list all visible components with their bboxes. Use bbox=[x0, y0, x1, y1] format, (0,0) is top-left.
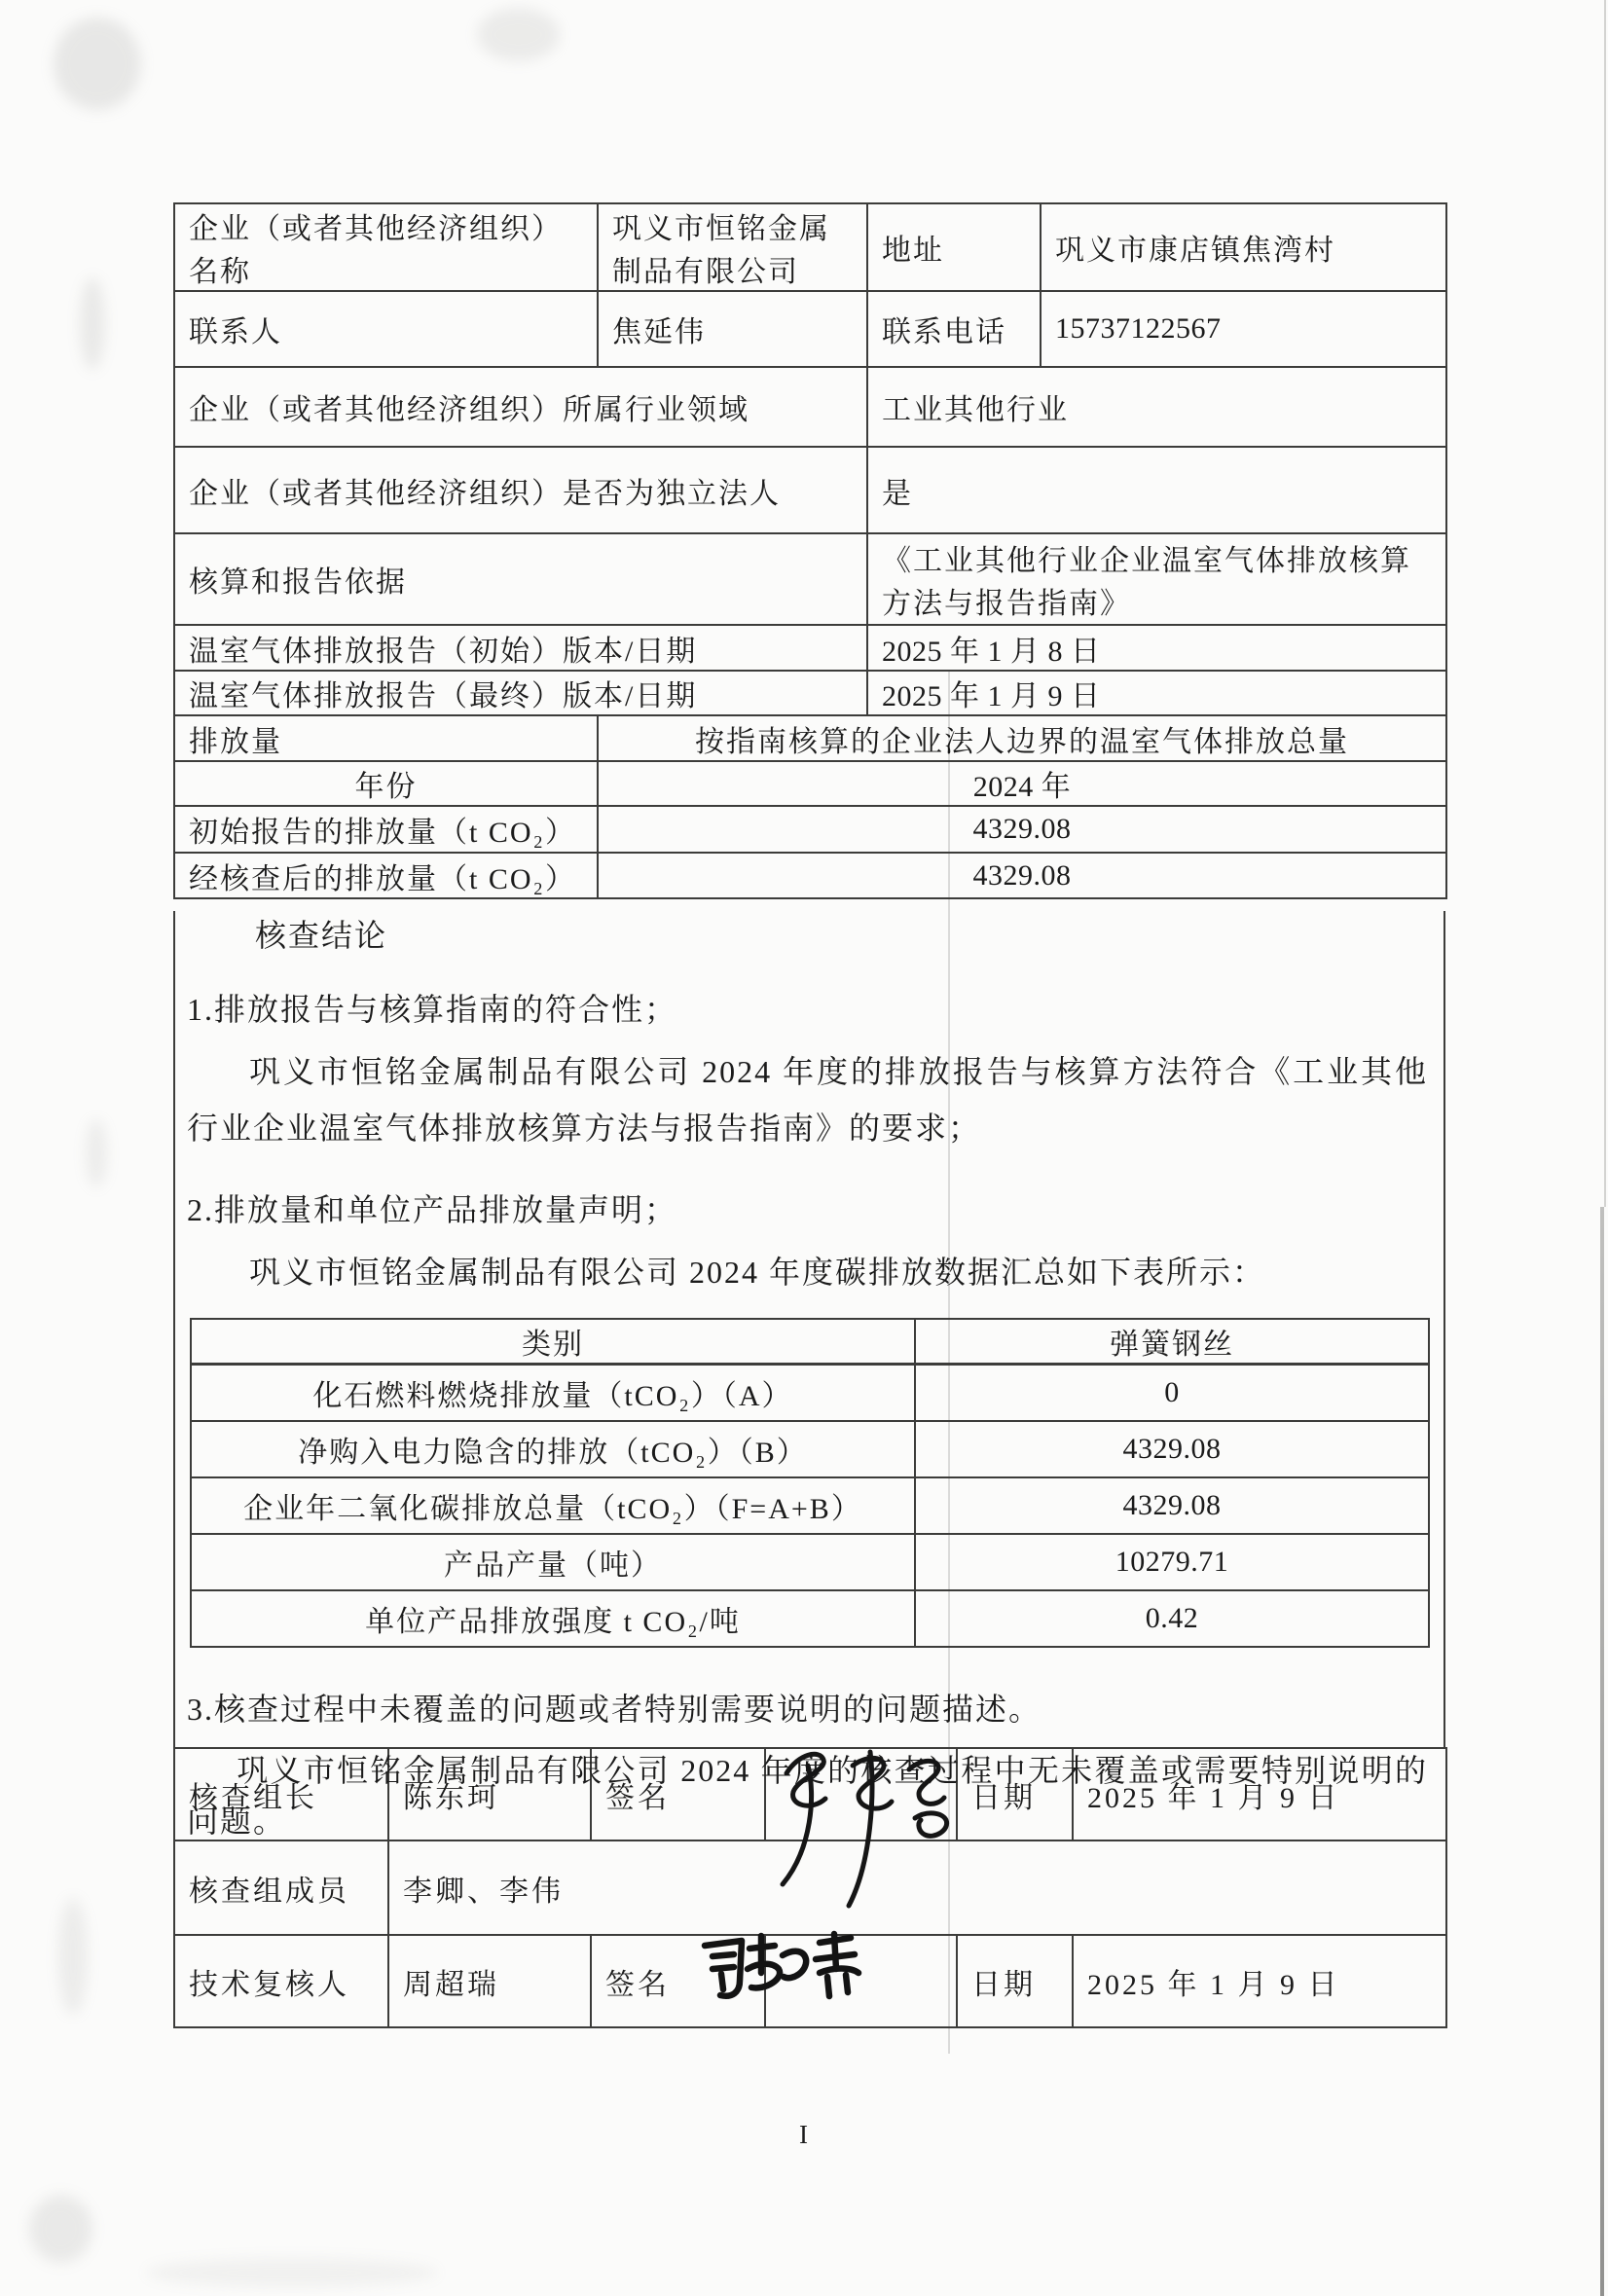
table-row bbox=[191, 1421, 1429, 1477]
address-value: 巩义市康店镇焦湾村 bbox=[1041, 203, 1446, 291]
signature-label: 签名 bbox=[591, 1748, 765, 1840]
date-label: 日期 bbox=[957, 1935, 1073, 2027]
product-output-label: 产品产量（吨） bbox=[191, 1534, 915, 1590]
fossil-fuel-emission-label: 化石燃料燃烧排放量（tCO₂）（A） bbox=[191, 1365, 915, 1422]
conclusion-item-1: 1.排放报告与核算指南的符合性； bbox=[187, 992, 678, 1027]
conclusion-heading: 核查结论 bbox=[255, 918, 388, 953]
scan-edge-shadow bbox=[1604, 0, 1606, 1207]
phone-label: 联系电话 bbox=[867, 291, 1041, 367]
legal-entity-label: 企业（或者其他经济组织）是否为独立法人 bbox=[174, 447, 867, 533]
company-info-table bbox=[173, 202, 1447, 899]
contact-person-value: 焦延伟 bbox=[598, 291, 867, 367]
table-row bbox=[174, 533, 1446, 625]
emission-boundary-header: 按指南核算的企业法人边界的温室气体排放总量 bbox=[598, 715, 1446, 761]
scan-smudge bbox=[29, 2195, 92, 2263]
technical-reviewer-name: 周超瑞 bbox=[388, 1935, 591, 2027]
table-row bbox=[191, 1365, 1429, 1422]
company-name-value: 巩义市恒铭金属制品有限公司 bbox=[598, 203, 867, 291]
scan-smudge bbox=[146, 2258, 438, 2287]
scan-smudge bbox=[86, 1119, 107, 1187]
verified-emission-value: 4329.08 bbox=[598, 853, 1446, 898]
team-leader-name: 陈东珂 bbox=[388, 1748, 591, 1840]
electricity-emission-label: 净购入电力隐含的排放（tCO₂）（B） bbox=[191, 1421, 915, 1477]
initial-emission-value: 4329.08 bbox=[598, 806, 1446, 853]
accounting-basis-label: 核算和报告依据 bbox=[174, 533, 867, 625]
final-report-date: 2025 年 1 月 9 日 bbox=[867, 671, 1446, 715]
contact-person-label: 联系人 bbox=[174, 291, 598, 367]
table-row bbox=[174, 1840, 1446, 1935]
electricity-emission-value: 4329.08 bbox=[915, 1421, 1429, 1477]
conclusion-item-2: 2.排放量和单位产品排放量声明； bbox=[187, 1192, 678, 1227]
table-row bbox=[174, 447, 1446, 533]
emission-amount-label: 排放量 bbox=[174, 715, 598, 761]
conclusion-paragraph-3: 巩义市恒铭金属制品有限公司 2024 年度的核查过程中无未覆盖或需要特别说明的问题。 bbox=[187, 1753, 1428, 1839]
product-output-value: 10279.71 bbox=[915, 1534, 1429, 1590]
phone-value: 15737122567 bbox=[1041, 291, 1446, 367]
category-column-header: 类别 bbox=[191, 1319, 915, 1365]
conclusion-paragraph-2: 巩义市恒铭金属制品有限公司 2024 年度碳排放数据汇总如下表所示： bbox=[249, 1255, 1266, 1290]
technical-reviewer-signature-cell bbox=[765, 1935, 957, 2027]
table-row bbox=[174, 203, 1446, 291]
total-emission-value: 4329.08 bbox=[915, 1477, 1429, 1534]
team-members-names: 李卿、李伟 bbox=[388, 1840, 1446, 1935]
company-name-label: 企业（或者其他经济组织）名称 bbox=[174, 203, 598, 291]
scan-smudge bbox=[80, 277, 105, 370]
emission-intensity-label: 单位产品排放强度 t CO₂/吨 bbox=[191, 1590, 915, 1647]
report-form bbox=[173, 202, 1445, 2028]
table-row bbox=[174, 853, 1446, 898]
conclusion-paragraph-1: 巩义市恒铭金属制品有限公司 2024 年度的排放报告与核算方法符合《工业其他行业企业温室气体排放核算方法与报告指南》的要求； bbox=[187, 1054, 1428, 1146]
table-row bbox=[174, 1935, 1446, 2027]
fossil-fuel-emission-value: 0 bbox=[915, 1365, 1429, 1422]
conclusion-item-3: 3.核查过程中未覆盖的问题或者特别需要说明的问题描述。 bbox=[187, 1692, 1042, 1727]
table-row bbox=[174, 625, 1446, 671]
table-row bbox=[174, 671, 1446, 715]
year-value: 2024 年 bbox=[598, 761, 1446, 806]
table-row bbox=[174, 367, 1446, 447]
product-column-header: 弹簧钢丝 bbox=[915, 1319, 1429, 1365]
final-report-label: 温室气体排放报告（最终）版本/日期 bbox=[174, 671, 867, 715]
technical-reviewer-date: 2025 年 1 月 9 日 bbox=[1073, 1935, 1446, 2027]
initial-report-date: 2025 年 1 月 8 日 bbox=[867, 625, 1446, 671]
industry-value: 工业其他行业 bbox=[867, 367, 1446, 447]
scan-smudge bbox=[54, 18, 141, 110]
team-leader-label: 核查组长 bbox=[174, 1748, 388, 1840]
table-row bbox=[174, 806, 1446, 853]
initial-report-label: 温室气体排放报告（初始）版本/日期 bbox=[174, 625, 867, 671]
table-row bbox=[174, 761, 1446, 806]
year-label: 年份 bbox=[174, 761, 598, 806]
technical-reviewer-label: 技术复核人 bbox=[174, 1935, 388, 2027]
accounting-basis-value: 《工业其他行业企业温室气体排放核算方法与报告指南》 bbox=[867, 533, 1446, 625]
team-members-label: 核查组成员 bbox=[174, 1840, 388, 1935]
carbon-data-table bbox=[190, 1318, 1430, 1648]
table-header-row bbox=[191, 1319, 1429, 1365]
team-leader-date: 2025 年 1 月 9 日 bbox=[1073, 1748, 1446, 1840]
total-emission-label: 企业年二氧化碳排放总量（tCO₂）（F=A+B） bbox=[191, 1477, 915, 1534]
table-row bbox=[174, 715, 1446, 761]
scan-smudge bbox=[58, 1898, 88, 2015]
date-label: 日期 bbox=[957, 1748, 1073, 1840]
signature-label: 签名 bbox=[591, 1935, 765, 2027]
table-row bbox=[191, 1534, 1429, 1590]
table-row bbox=[174, 291, 1446, 367]
address-label: 地址 bbox=[867, 203, 1041, 291]
initial-emission-label: 初始报告的排放量（t CO₂） bbox=[174, 806, 598, 853]
page-number: I bbox=[799, 2120, 809, 2149]
industry-label: 企业（或者其他经济组织）所属行业领域 bbox=[174, 367, 867, 447]
table-row bbox=[191, 1477, 1429, 1534]
legal-entity-value: 是 bbox=[867, 447, 1446, 533]
table-row bbox=[191, 1590, 1429, 1647]
verified-emission-label: 经核查后的排放量（t CO₂） bbox=[174, 853, 598, 898]
emission-intensity-value: 0.42 bbox=[915, 1590, 1429, 1647]
scan-smudge bbox=[477, 8, 560, 61]
